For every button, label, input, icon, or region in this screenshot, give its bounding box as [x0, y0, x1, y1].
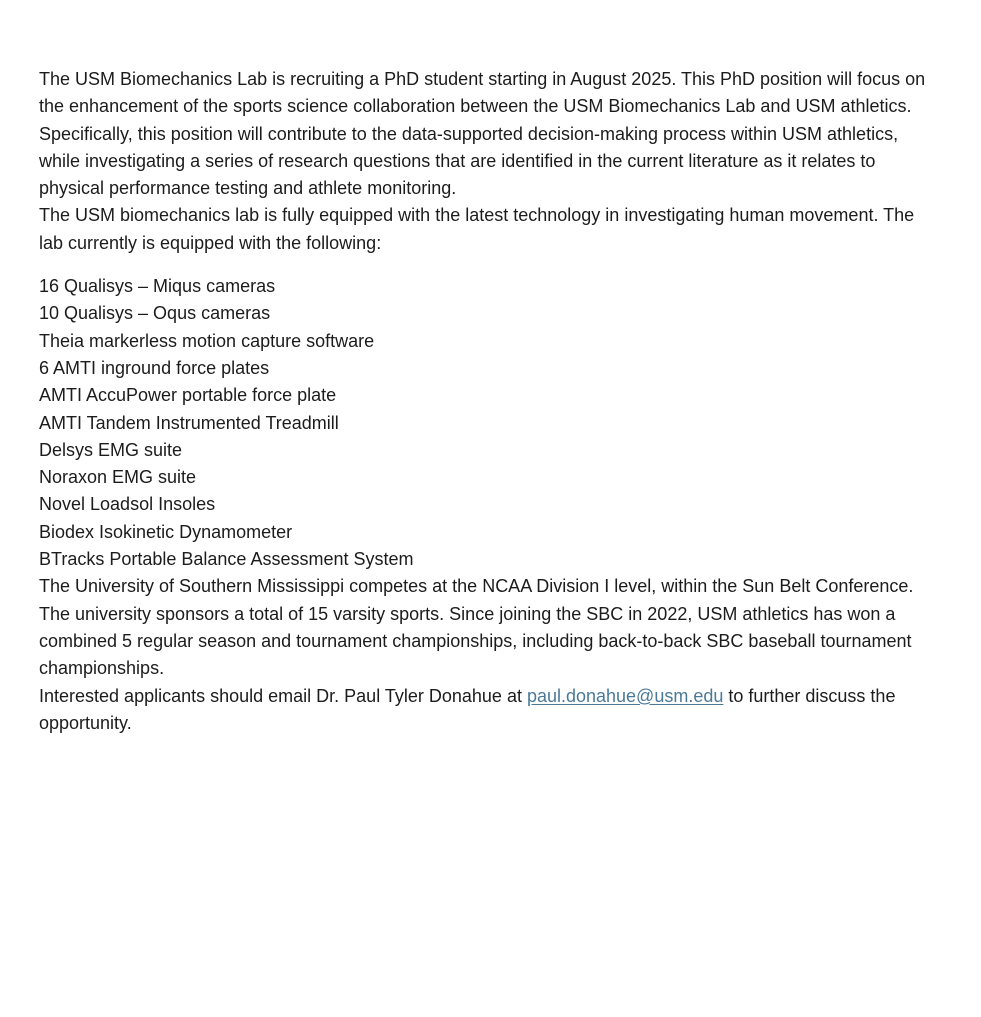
- list-item: 10 Qualisys – Oqus cameras: [39, 303, 271, 324]
- list-item: 16 Qualisys – Miqus cameras: [39, 276, 276, 297]
- list-item: BTracks Portable Balance Assessment System: [39, 549, 414, 570]
- list-item: Theia markerless motion capture software: [39, 330, 375, 351]
- document-body: [39, 66, 934, 737]
- contact-text-before: Interested applicants should email Dr. Paul Tyler Donahue at: [39, 685, 527, 706]
- list-item: Biodex Isokinetic Dynamometer: [39, 521, 293, 542]
- email-link[interactable]: paul.donahue@usm.edu: [526, 685, 724, 706]
- equipment-list: [39, 273, 934, 573]
- lab-paragraph: The USM biomechanics lab is fully equipped with the latest technology in investigating human movement. The lab currently is equipped with the following:: [39, 205, 915, 253]
- list-item: Delsys EMG suite: [39, 439, 183, 460]
- list-item: 6 AMTI inground force plates: [39, 357, 270, 378]
- intro-paragraph: The USM Biomechanics Lab is recruiting a PhD student starting in August 2025. This PhD position will focus on the enhancement of the sports science collaboration between the USM Biomechanics Lab and USM athletics. Specifically, this position will contribute to the data-supported decision-making process within USM athletics, while investigating a series of research questions that are identified in the current literature as it relates to physical performance testing and athlete monitoring.: [39, 69, 926, 199]
- contact-paragraph: [39, 683, 934, 738]
- list-item: Noraxon EMG suite: [39, 467, 197, 488]
- list-item: AMTI Tandem Instrumented Treadmill: [39, 412, 339, 433]
- contact-text-after: to further discuss the opportunity.: [39, 685, 896, 733]
- usm-paragraph: The University of Southern Mississippi competes at the NCAA Division I level, within the Sun Belt Conference. The university sponsors a total of 15 varsity sports. Since joining the SBC in 2022, USM athletics has won a combined 5 regular season and tournament championships, including back-to-back SBC baseball tournament championships.: [39, 576, 914, 679]
- list-item: AMTI AccuPower portable force plate: [39, 385, 337, 406]
- list-item: Novel Loadsol Insoles: [39, 494, 216, 515]
